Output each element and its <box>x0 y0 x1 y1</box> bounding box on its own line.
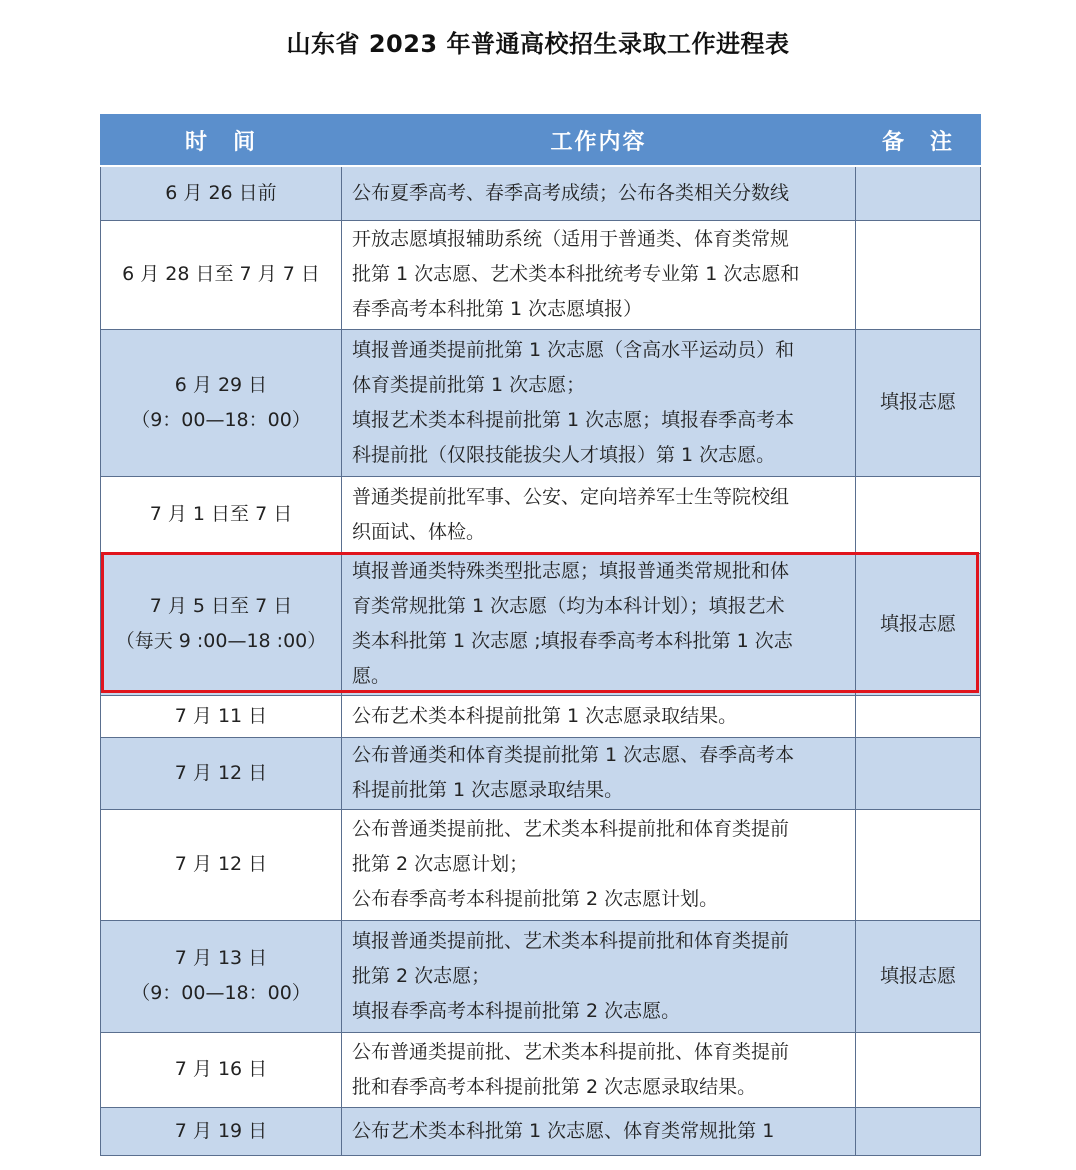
table-row <box>101 920 981 1032</box>
content-text: 体育类提前批第 1 次志愿； <box>352 373 586 396</box>
content-text: 填报艺术类本科提前批第 1 次志愿；填报春季高考本 <box>352 408 795 431</box>
time-text: 7 月 16 日 <box>174 1058 268 1080</box>
content-text: 育类常规批第 1 次志愿（均为本科计划）；填报艺术 <box>352 595 785 617</box>
content-text: 批第 2 次志愿计划； <box>352 853 529 875</box>
header-note: 备 注 <box>856 115 981 167</box>
content-text: 愿。 <box>352 665 391 687</box>
content-text: 填报普通类提前批、艺术类本科提前批和体育类提前 <box>352 929 790 952</box>
time-text: 7 月 13 日 <box>174 947 268 969</box>
time-cell <box>101 695 342 737</box>
content-cell <box>342 553 856 695</box>
time-cell <box>101 809 342 920</box>
content-cell <box>342 920 856 1032</box>
page-title: 山东省 2023 年普通高校招生录取工作进程表 <box>286 30 790 58</box>
content-cell <box>342 329 856 476</box>
time-text: （每天 9 :00—18 :00） <box>115 630 327 652</box>
admission-schedule-table <box>100 114 981 1156</box>
time-cell <box>101 329 342 476</box>
note-cell: 填报志愿 <box>856 920 981 1032</box>
table-row <box>101 1107 981 1155</box>
time-text: 6 月 29 日 <box>174 373 268 396</box>
note-cell <box>856 809 981 920</box>
time-text: 7 月 11 日 <box>174 704 268 727</box>
content-text: 公布普通类提前批、艺术类本科提前批、体育类提前 <box>352 1040 790 1063</box>
note-cell <box>856 476 981 553</box>
time-text: （9：00—18：00） <box>131 982 311 1004</box>
note-cell: 填报志愿 <box>856 329 981 476</box>
content-text: 普通类提前批军事、公安、定向培养军士生等院校组 <box>352 485 790 508</box>
time-cell <box>101 1107 342 1155</box>
time-cell <box>101 220 342 329</box>
table-row <box>101 737 981 809</box>
content-text: 批第 1 次志愿、艺术类本科批统考专业第 1 次志愿和 <box>352 263 800 285</box>
content-text: 批和春季高考本科提前批第 2 次志愿录取结果。 <box>352 1075 757 1098</box>
content-text: 公布普通类和体育类提前批第 1 次志愿、春季高考本 <box>352 744 795 766</box>
time-cell <box>101 737 342 809</box>
time-text: 7 月 12 日 <box>174 761 268 784</box>
time-cell <box>101 1032 342 1107</box>
table-row <box>101 809 981 920</box>
note-cell <box>856 737 981 809</box>
note-cell <box>856 220 981 329</box>
table-row <box>101 553 981 695</box>
time-text: 6 月 28 日至 7 月 7 日 <box>122 263 320 285</box>
content-text: 公布春季高考本科提前批第 2 次志愿计划。 <box>352 888 719 910</box>
header-content: 工作内容 <box>342 115 856 167</box>
time-text: 7 月 5 日至 7 日 <box>149 595 293 617</box>
table-row <box>101 1032 981 1107</box>
time-cell <box>101 166 342 220</box>
content-cell <box>342 695 856 737</box>
table-row <box>101 329 981 476</box>
note-cell <box>856 1032 981 1107</box>
content-text: 科提前批第 1 次志愿录取结果。 <box>352 779 624 801</box>
time-cell <box>101 476 342 553</box>
time-text: 7 月 1 日至 7 日 <box>149 503 293 525</box>
content-text: 填报普通类特殊类型批志愿；填报普通类常规批和体 <box>352 560 790 582</box>
time-text: 7 月 12 日 <box>174 853 268 875</box>
content-text: 公布艺术类本科提前批第 1 次志愿录取结果。 <box>352 704 738 727</box>
content-text: 类本科批第 1 次志愿 ;填报春季高考本科批第 1 次志 <box>352 630 793 652</box>
content-cell <box>342 1032 856 1107</box>
content-text: 公布普通类提前批、艺术类本科提前批和体育类提前 <box>352 818 790 840</box>
content-text: 科提前批（仅限技能拔尖人才填报）第 1 次志愿。 <box>352 443 776 466</box>
content-cell <box>342 1107 856 1155</box>
table-row <box>101 476 981 553</box>
content-cell <box>342 476 856 553</box>
content-cell <box>342 220 856 329</box>
content-text: 开放志愿填报辅助系统（适用于普通类、体育类常规 <box>352 228 790 250</box>
time-cell <box>101 553 342 695</box>
content-cell <box>342 809 856 920</box>
note-cell <box>856 1107 981 1155</box>
content-cell <box>342 166 856 220</box>
time-text: 6 月 26 日前 <box>165 181 277 204</box>
content-text: 公布夏季高考、春季高考成绩；公布各类相关分数线 <box>352 181 790 204</box>
content-text: 填报春季高考本科提前批第 2 次志愿。 <box>352 999 681 1022</box>
content-text: 批第 2 次志愿； <box>352 964 491 987</box>
content-text: 填报普通类提前批第 1 次志愿（含高水平运动员）和 <box>352 338 795 361</box>
header-time: 时 间 <box>101 115 342 167</box>
table-row <box>101 695 981 737</box>
note-cell: 填报志愿 <box>856 553 981 695</box>
content-text: 织面试、体检。 <box>352 520 486 543</box>
table-header-row <box>101 115 981 167</box>
content-text: 春季高考本科批第 1 次志愿填报） <box>352 298 643 320</box>
table-row <box>101 166 981 220</box>
note-cell <box>856 166 981 220</box>
content-cell <box>342 737 856 809</box>
time-text: 7 月 19 日 <box>174 1119 268 1142</box>
time-text: （9：00—18：00） <box>131 408 311 431</box>
content-text: 公布艺术类本科批第 1 次志愿、体育类常规批第 1 <box>352 1119 775 1142</box>
time-cell <box>101 920 342 1032</box>
note-cell <box>856 695 981 737</box>
table-row <box>101 220 981 329</box>
